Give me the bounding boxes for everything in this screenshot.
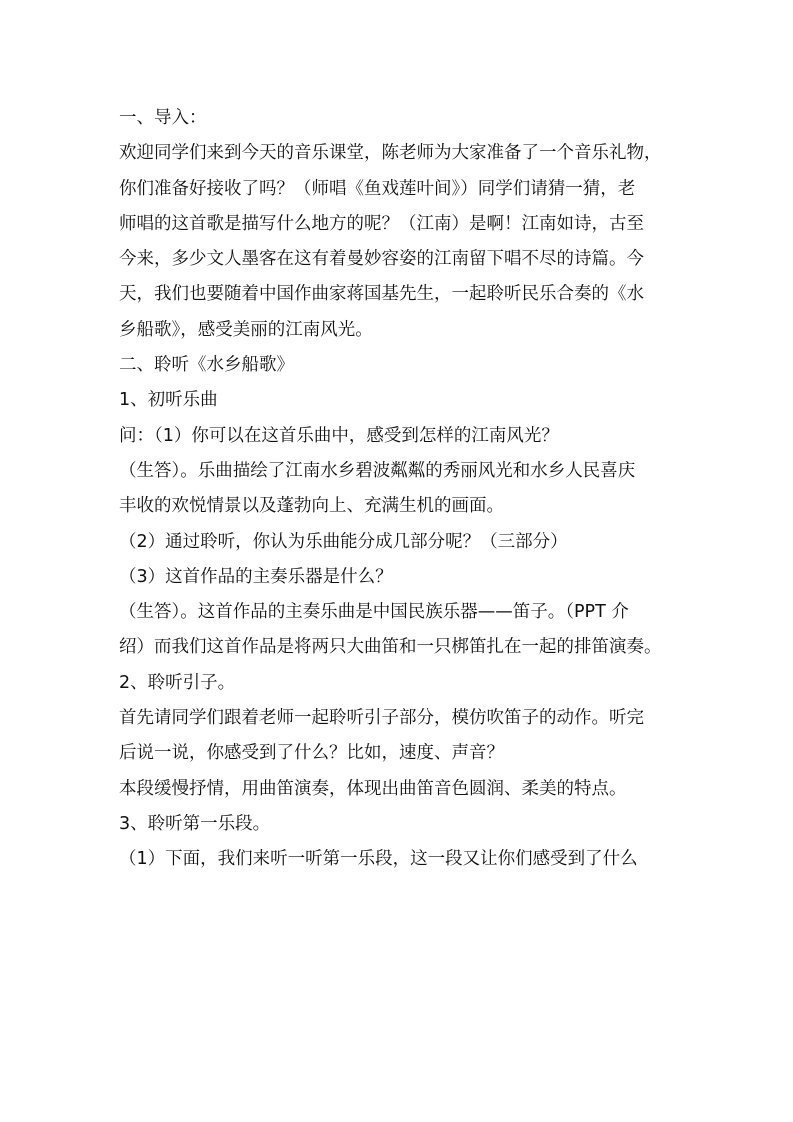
paragraph-line: 乡船歌》，感受美丽的江南风光。 bbox=[119, 319, 373, 340]
paragraph-line: （3）这首作品的主奏乐器是什么？ bbox=[119, 566, 393, 587]
paragraph-line: （2）通过聆听，你认为乐曲能分成几部分呢？（三部分） bbox=[119, 531, 568, 552]
paragraph-line: （1）下面，我们来听一听第一乐段，这一段又让你们感受到了什么 bbox=[119, 849, 638, 870]
subheading-intro-section: 2、聆听引子。 bbox=[119, 672, 236, 693]
subheading-first-listen: 1、初听乐曲 bbox=[119, 390, 218, 411]
paragraph-line: （生答）。这首作品的主奏乐曲是中国民族乐器——笛子。（PPT 介 bbox=[119, 602, 629, 623]
paragraph-line: 欢迎同学们来到今天的音乐课堂，陈老师为大家准备了一个音乐礼物， bbox=[119, 143, 662, 164]
paragraph-line: 本段缓慢抒情，用曲笛演奏，体现出曲笛音色圆润、柔美的特点。 bbox=[119, 778, 627, 799]
document-body bbox=[119, 101, 679, 878]
paragraph-line: 绍）而我们这首作品是将两只大曲笛和一只梆笛扎在一起的排笛演奏。 bbox=[119, 637, 662, 658]
paragraph-line: 丰收的欢悦情景以及蓬勃向上、充满生机的画面。 bbox=[119, 496, 504, 517]
paragraph-line: 你们准备好接收了吗？（师唱《鱼戏莲叶间》）同学们请猜一猜，老 bbox=[119, 178, 636, 199]
paragraph-line: （生答）。乐曲描绘了江南水乡碧波粼粼的秀丽风光和水乡人民喜庆 bbox=[119, 460, 636, 481]
paragraph-line: 问：（1）你可以在这首乐曲中，感受到怎样的江南风光？ bbox=[119, 425, 559, 446]
paragraph-line: 师唱的这首歌是描写什么地方的呢？（江南）是啊！江南如诗，古至 bbox=[119, 213, 644, 234]
paragraph-line: 今来，多少文人墨客在这有着曼妙容姿的江南留下唱不尽的诗篇。今 bbox=[119, 249, 644, 270]
section-heading-intro: 一、导入： bbox=[119, 108, 207, 128]
paragraph-line: 天，我们也要随着中国作曲家蒋国基先生，一起聆听民乐合奏的《水 bbox=[119, 284, 644, 305]
paragraph-line: 后说一说，你感受到了什么？比如，速度、声音？ bbox=[119, 743, 504, 764]
paragraph-line: 首先请同学们跟着老师一起聆听引子部分，模仿吹笛子的动作。听完 bbox=[119, 708, 644, 729]
subheading-first-section: 3、聆听第一乐段。 bbox=[119, 813, 271, 834]
section-heading-listen: 二、聆听《水乡船歌》 bbox=[119, 355, 294, 376]
